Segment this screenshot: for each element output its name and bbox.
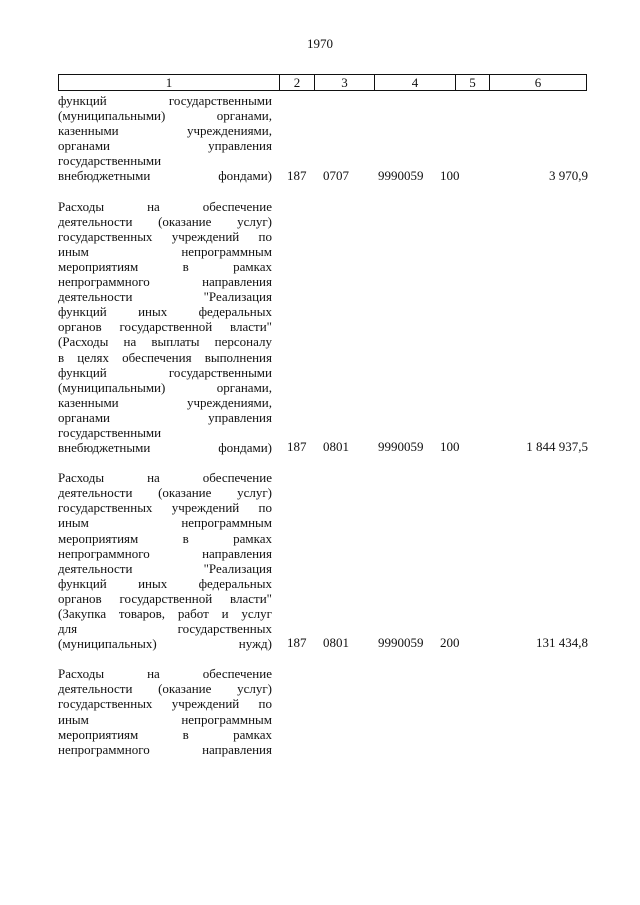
header-col-6: 6 bbox=[489, 74, 587, 91]
description-line: (Закупка товаров, работ и услуг bbox=[58, 606, 272, 621]
description-line: в целях обеспечения выполнения bbox=[58, 349, 272, 365]
cell-c6: 1 844 937,5 bbox=[526, 439, 588, 455]
cell-c6: 3 970,9 bbox=[549, 167, 588, 183]
description-line: мероприятиям в рамках bbox=[58, 726, 272, 742]
description-line: деятельности (оказание услуг) bbox=[58, 485, 272, 501]
page-number: 1970 bbox=[307, 36, 333, 51]
row-values bbox=[58, 168, 588, 184]
description-line: (Расходы на выплаты персоналу bbox=[58, 334, 272, 350]
description-line: казенными учреждениями, bbox=[58, 123, 272, 139]
description-line: функций государственными bbox=[58, 93, 272, 108]
description-line: государственных учреждений по bbox=[58, 696, 272, 712]
header-col-1: 1 bbox=[58, 74, 279, 91]
cell-c3: 0801 bbox=[323, 635, 349, 651]
description-line: Расходы на обеспечение bbox=[58, 666, 272, 682]
cell-c2: 187 bbox=[287, 167, 307, 183]
description-line: казенными учреждениями, bbox=[58, 394, 272, 410]
table-row bbox=[58, 470, 588, 651]
description-line: (муниципальными) органами, bbox=[58, 108, 272, 124]
description-line: иным непрограммным bbox=[58, 243, 272, 259]
table-row bbox=[58, 93, 588, 184]
description-line: государственными bbox=[58, 424, 162, 440]
cell-c6: 131 434,8 bbox=[536, 635, 588, 651]
description-line: (муниципальных) нужд) bbox=[58, 636, 272, 652]
cell-c4: 9990059 bbox=[378, 439, 424, 455]
description-line: мероприятиям в рамках bbox=[58, 258, 272, 274]
description-line: государственных учреждений по bbox=[58, 500, 272, 516]
description-line: деятельности (оказание услуг) bbox=[58, 213, 272, 229]
row-values bbox=[58, 439, 588, 455]
description-line: для государственных bbox=[58, 621, 272, 637]
description-line: функций иных федеральных bbox=[58, 304, 272, 320]
row-values bbox=[58, 635, 588, 651]
description-line: государственными bbox=[58, 153, 162, 169]
row-description bbox=[58, 199, 272, 456]
cell-c5: 100 bbox=[440, 439, 460, 455]
table-body bbox=[58, 93, 588, 772]
description-line: органами управления bbox=[58, 138, 272, 154]
description-line: Расходы на обеспечение bbox=[58, 198, 272, 214]
description-line: функций иных федеральных bbox=[58, 575, 272, 591]
cell-c3: 0801 bbox=[323, 439, 349, 455]
description-line: непрограммного направления bbox=[58, 741, 272, 757]
cell-c5: 100 bbox=[440, 167, 460, 183]
description-line: внебюджетными фондами) bbox=[58, 440, 272, 456]
header-col-4: 4 bbox=[374, 74, 455, 91]
table-header bbox=[58, 74, 586, 90]
description-line: функций государственными bbox=[58, 364, 272, 380]
cell-c3: 0707 bbox=[323, 167, 349, 183]
cell-c4: 9990059 bbox=[378, 635, 424, 651]
row-description bbox=[58, 470, 272, 651]
header-col-5: 5 bbox=[455, 74, 489, 91]
description-line: непрограммного направления bbox=[58, 545, 272, 561]
cell-c5: 200 bbox=[440, 635, 460, 651]
cell-c2: 187 bbox=[287, 439, 307, 455]
cell-c2: 187 bbox=[287, 635, 307, 651]
cell-c4: 9990059 bbox=[378, 167, 424, 183]
description-line: иным непрограммным bbox=[58, 515, 272, 531]
description-line: деятельности "Реализация bbox=[58, 289, 272, 305]
description-line: органов государственной власти" bbox=[58, 590, 272, 606]
description-line: органов государственной власти" bbox=[58, 319, 272, 335]
description-line: деятельности (оказание услуг) bbox=[58, 681, 272, 697]
row-values bbox=[58, 741, 588, 757]
description-line: деятельности "Реализация bbox=[58, 560, 272, 576]
table-row bbox=[58, 666, 588, 757]
description-line: (муниципальными) органами, bbox=[58, 379, 272, 395]
table-row bbox=[58, 199, 588, 456]
description-line: Расходы на обеспечение bbox=[58, 470, 272, 486]
description-line: органами управления bbox=[58, 409, 272, 425]
description-line: внебюджетными фондами) bbox=[58, 168, 272, 184]
description-line: государственных учреждений по bbox=[58, 228, 272, 244]
description-line: иным непрограммным bbox=[58, 711, 272, 727]
header-col-2: 2 bbox=[279, 74, 314, 91]
description-line: мероприятиям в рамках bbox=[58, 530, 272, 546]
header-col-3: 3 bbox=[314, 74, 374, 91]
description-line: непрограммного направления bbox=[58, 274, 272, 290]
